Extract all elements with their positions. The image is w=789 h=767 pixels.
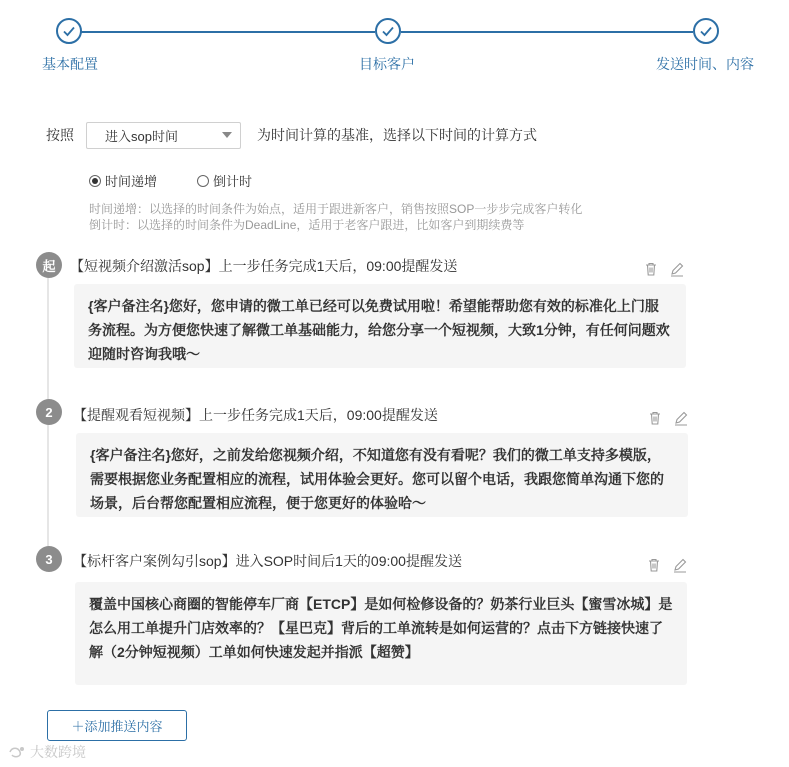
- edit-icon[interactable]: [673, 410, 689, 426]
- item-3-content: 覆盖中国核心商圈的智能停车厂商【ETCP】是如何检修设备的？奶茶行业巨头【蜜雪冰城】是怎么用工单提升门店效率的？【星巴克】背后的工单流转是如何运营的？点击下方链接快速了解（2分钟短视频）工单如何快速发起并指派【超赞】: [89, 596, 673, 660]
- item-2-content: {客户备注名}您好，之前发给您视频介绍，不知道您有没有看呢？我们的微工单支持多模版，需要根据您业务配置相应的流程，试用体验会更好。您可以留个电话，我跟您简单沟通下您的场景，后台帮您配置相应流程，便于您更好的体验哈～: [90, 447, 664, 511]
- radio-countdown[interactable]: [197, 171, 252, 190]
- radio-time-increment-label: 时间递增: [105, 174, 158, 189]
- item-3-actions: [646, 557, 688, 573]
- item-1-content: {客户备注名}您好，您申请的微工单已经可以免费试用啦！希望能帮助您有效的标准化上门服务流程。为方便您快速了解微工单基础能力，给您分享一个短视频，大致1分钟，有任何问题欢迎随时咨询我哦～: [88, 298, 670, 362]
- step-label-basic-config[interactable]: 基本配置: [42, 56, 98, 72]
- item-2-title: 【提醒观看短视频】上一步任务完成1天后，09:00提醒发送: [73, 407, 438, 423]
- item-3-content-card[interactable]: [75, 582, 687, 685]
- item-2-actions: [647, 410, 689, 426]
- add-push-content-button[interactable]: ＋添加推送内容: [47, 710, 187, 741]
- step-connector: [81, 31, 375, 33]
- step-3-check-icon[interactable]: [693, 18, 719, 44]
- item-badge-3: 3: [36, 546, 62, 572]
- basis-prefix-label: 按照: [46, 127, 74, 143]
- time-basis-select[interactable]: [86, 122, 241, 149]
- brand-logo-icon: [8, 745, 26, 759]
- credit-text: 大数跨境: [30, 744, 86, 760]
- edit-icon[interactable]: [669, 261, 685, 277]
- step-connector: [401, 31, 693, 33]
- radio-checked-icon[interactable]: [89, 175, 101, 187]
- caret-down-icon: [222, 132, 232, 138]
- item-1-actions: [643, 261, 685, 277]
- item-1-content-card[interactable]: [74, 284, 686, 368]
- edit-icon[interactable]: [672, 557, 688, 573]
- trash-icon[interactable]: [646, 557, 662, 573]
- step-label-target-customer[interactable]: 目标客户: [359, 56, 415, 72]
- countdown-description: 倒计时：以选择的时间条件为DeadLine，适用于老客户跟进，比如客户到期续费等: [89, 218, 525, 232]
- step-label-send-time-content[interactable]: 发送时间、内容: [656, 56, 754, 72]
- basis-suffix-label: 为时间计算的基准，选择以下时间的计算方式: [257, 127, 537, 143]
- item-badge-start: 起: [36, 252, 62, 278]
- item-3-title: 【标杆客户案例勾引sop】进入SOP时间后1天的09:00提醒发送: [73, 553, 462, 569]
- item-2-content-card[interactable]: [76, 433, 688, 517]
- radio-time-increment[interactable]: [89, 171, 157, 190]
- time-increment-description: 时间递增：以选择的时间条件为始点，适用于跟进新客户，销售按照SOP一步步完成客户转化: [89, 202, 583, 216]
- credit-watermark: [8, 742, 86, 762]
- step-1-check-icon[interactable]: [56, 18, 82, 44]
- step-2-check-icon[interactable]: [375, 18, 401, 44]
- item-1-title: 【短视频介绍激活sop】上一步任务完成1天后，09:00提醒发送: [70, 258, 458, 274]
- radio-unchecked-icon[interactable]: [197, 175, 209, 187]
- time-basis-selected-value: 进入sop时间: [105, 128, 178, 144]
- trash-icon[interactable]: [643, 261, 659, 277]
- trash-icon[interactable]: [647, 410, 663, 426]
- radio-countdown-label: 倒计时: [213, 174, 253, 189]
- item-badge-2: 2: [36, 399, 62, 425]
- time-basis-row: [46, 121, 537, 149]
- time-mode-radio-group: [89, 171, 252, 190]
- progress-stepper: [0, 0, 789, 80]
